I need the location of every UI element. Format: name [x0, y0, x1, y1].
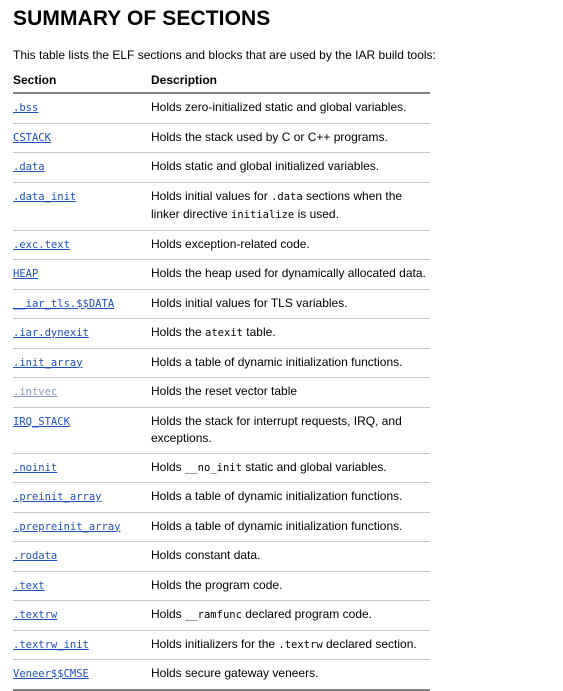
- inline-code: initialize: [231, 209, 295, 221]
- description-text: Holds a table of dynamic initialization functions.: [151, 489, 403, 503]
- table-row: [13, 660, 430, 690]
- table-row: [13, 182, 430, 230]
- table-row: [13, 542, 430, 572]
- section-link[interactable]: .exc.text: [13, 238, 70, 251]
- description-text: Holds zero-initialized static and global variables.: [151, 100, 407, 114]
- description-cell: [151, 453, 430, 483]
- section-link[interactable]: .init_array: [13, 356, 83, 369]
- table-row: [13, 407, 430, 453]
- section-cell: [13, 230, 151, 260]
- description-cell: [151, 289, 430, 319]
- description-text: Holds a table of dynamic initialization functions.: [151, 518, 403, 533]
- table-row: [13, 378, 430, 408]
- section-cell: [13, 660, 151, 690]
- section-link[interactable]: .rodata: [13, 550, 58, 562]
- description-text: declared section.: [322, 636, 417, 651]
- table-row: [13, 512, 430, 542]
- section-cell: [13, 630, 151, 660]
- description-text: Holds the stack used by C or C++ programs.: [151, 129, 388, 144]
- description-text: Holds the reset vector table: [151, 384, 298, 398]
- description-text: Holds: [151, 607, 186, 621]
- table-row: [13, 230, 430, 260]
- description-text: table.: [242, 325, 276, 339]
- document-page: [13, 0, 553, 691]
- section-link[interactable]: .noinit: [13, 461, 58, 474]
- section-cell: [13, 348, 151, 378]
- description-cell: [151, 153, 430, 183]
- description-cell: [151, 260, 430, 290]
- inline-code: .data: [271, 190, 303, 203]
- description-cell: [151, 407, 430, 453]
- table-row: [13, 153, 430, 183]
- description-text: sections when the linker directive: [151, 188, 403, 221]
- section-cell: [13, 123, 151, 153]
- inline-code: atexit: [205, 327, 243, 339]
- description-cell: [151, 348, 430, 378]
- inline-code: __ramfunc: [185, 609, 242, 621]
- description-text: Holds a table of dynamic initialization functions.: [151, 354, 403, 369]
- section-link[interactable]: Veneer$$CMSE: [13, 668, 89, 680]
- section-link[interactable]: .data_init: [13, 190, 77, 203]
- description-text: Holds secure gateway veneers.: [151, 666, 319, 680]
- section-cell: [13, 512, 151, 542]
- description-text: Holds initializers for the: [151, 636, 279, 651]
- description-cell: [151, 542, 430, 572]
- sections-table: [13, 73, 430, 691]
- section-cell: [13, 319, 151, 349]
- description-text: Holds exception-related code.: [151, 236, 310, 251]
- section-cell: [13, 153, 151, 183]
- section-link[interactable]: .bss: [13, 102, 39, 114]
- table-row: [13, 483, 430, 513]
- table-row: [13, 123, 430, 153]
- description-cell: [151, 123, 430, 153]
- section-cell: [13, 542, 151, 572]
- table-row: [13, 289, 430, 319]
- section-cell: [13, 93, 151, 123]
- section-link[interactable]: .prepreinit_array: [13, 520, 121, 533]
- description-cell: [151, 512, 430, 542]
- section-link[interactable]: __iar_tls.$$DATA: [13, 297, 115, 310]
- description-cell: [151, 93, 430, 123]
- column-header-section: Section: [13, 73, 151, 93]
- section-cell: [13, 483, 151, 513]
- section-link[interactable]: .textrw_init: [13, 638, 89, 651]
- table-row: [13, 630, 430, 660]
- description-text: Holds constant data.: [151, 548, 261, 562]
- description-cell: [151, 601, 430, 631]
- description-cell: [151, 319, 430, 349]
- section-link[interactable]: .textrw: [13, 609, 58, 621]
- section-cell: [13, 453, 151, 483]
- section-link[interactable]: .iar.dynexit: [13, 327, 89, 339]
- table-row: [13, 571, 430, 601]
- description-text: Holds the stack for interrupt requests, IRQ, and exceptions.: [151, 413, 402, 445]
- section-cell: [13, 407, 151, 453]
- inline-code: .textrw: [278, 638, 323, 651]
- section-cell: [13, 260, 151, 290]
- section-cell: [13, 182, 151, 230]
- description-text: Holds the program code.: [151, 577, 283, 592]
- section-link[interactable]: CSTACK: [13, 131, 51, 144]
- description-cell: [151, 483, 430, 513]
- description-text: Holds the: [151, 325, 206, 339]
- page-title: SUMMARY OF SECTIONS: [13, 7, 271, 30]
- description-text: is used.: [294, 207, 339, 221]
- section-cell: [13, 289, 151, 319]
- description-cell: [151, 182, 430, 230]
- table-row: [13, 319, 430, 349]
- table-row: [13, 348, 430, 378]
- section-link[interactable]: IRQ_STACK: [13, 415, 70, 428]
- section-link[interactable]: .data: [13, 161, 45, 173]
- section-cell: [13, 378, 151, 408]
- section-link[interactable]: .preinit_array: [13, 491, 102, 503]
- description-cell: [151, 378, 430, 408]
- description-text: Holds static and global initialized variables.: [151, 159, 380, 173]
- column-header-description: Description: [151, 73, 430, 93]
- description-text: Holds initial values for: [151, 188, 272, 203]
- table-row: [13, 93, 430, 123]
- description-text: Holds initial values for TLS variables.: [151, 295, 348, 310]
- description-text: static and global variables.: [241, 459, 387, 474]
- section-link[interactable]: .intvec: [13, 386, 58, 398]
- section-link[interactable]: .text: [13, 579, 45, 592]
- intro-paragraph: This table lists the ELF sections and blocks that are used by the IAR build tools:: [13, 48, 436, 62]
- inline-code: __no_init: [185, 461, 242, 474]
- section-cell: [13, 601, 151, 631]
- table-row: [13, 453, 430, 483]
- section-cell: [13, 571, 151, 601]
- description-cell: [151, 571, 430, 601]
- description-text: Holds: [151, 459, 186, 474]
- description-cell: [151, 230, 430, 260]
- description-cell: [151, 660, 430, 690]
- description-text: declared program code.: [241, 607, 372, 621]
- section-link[interactable]: HEAP: [13, 268, 39, 280]
- table-row: [13, 260, 430, 290]
- description-text: Holds the heap used for dynamically allocated data.: [151, 266, 426, 280]
- table-header-row: [13, 73, 430, 93]
- description-cell: [151, 630, 430, 660]
- table-row: [13, 601, 430, 631]
- table-body: [13, 93, 430, 690]
